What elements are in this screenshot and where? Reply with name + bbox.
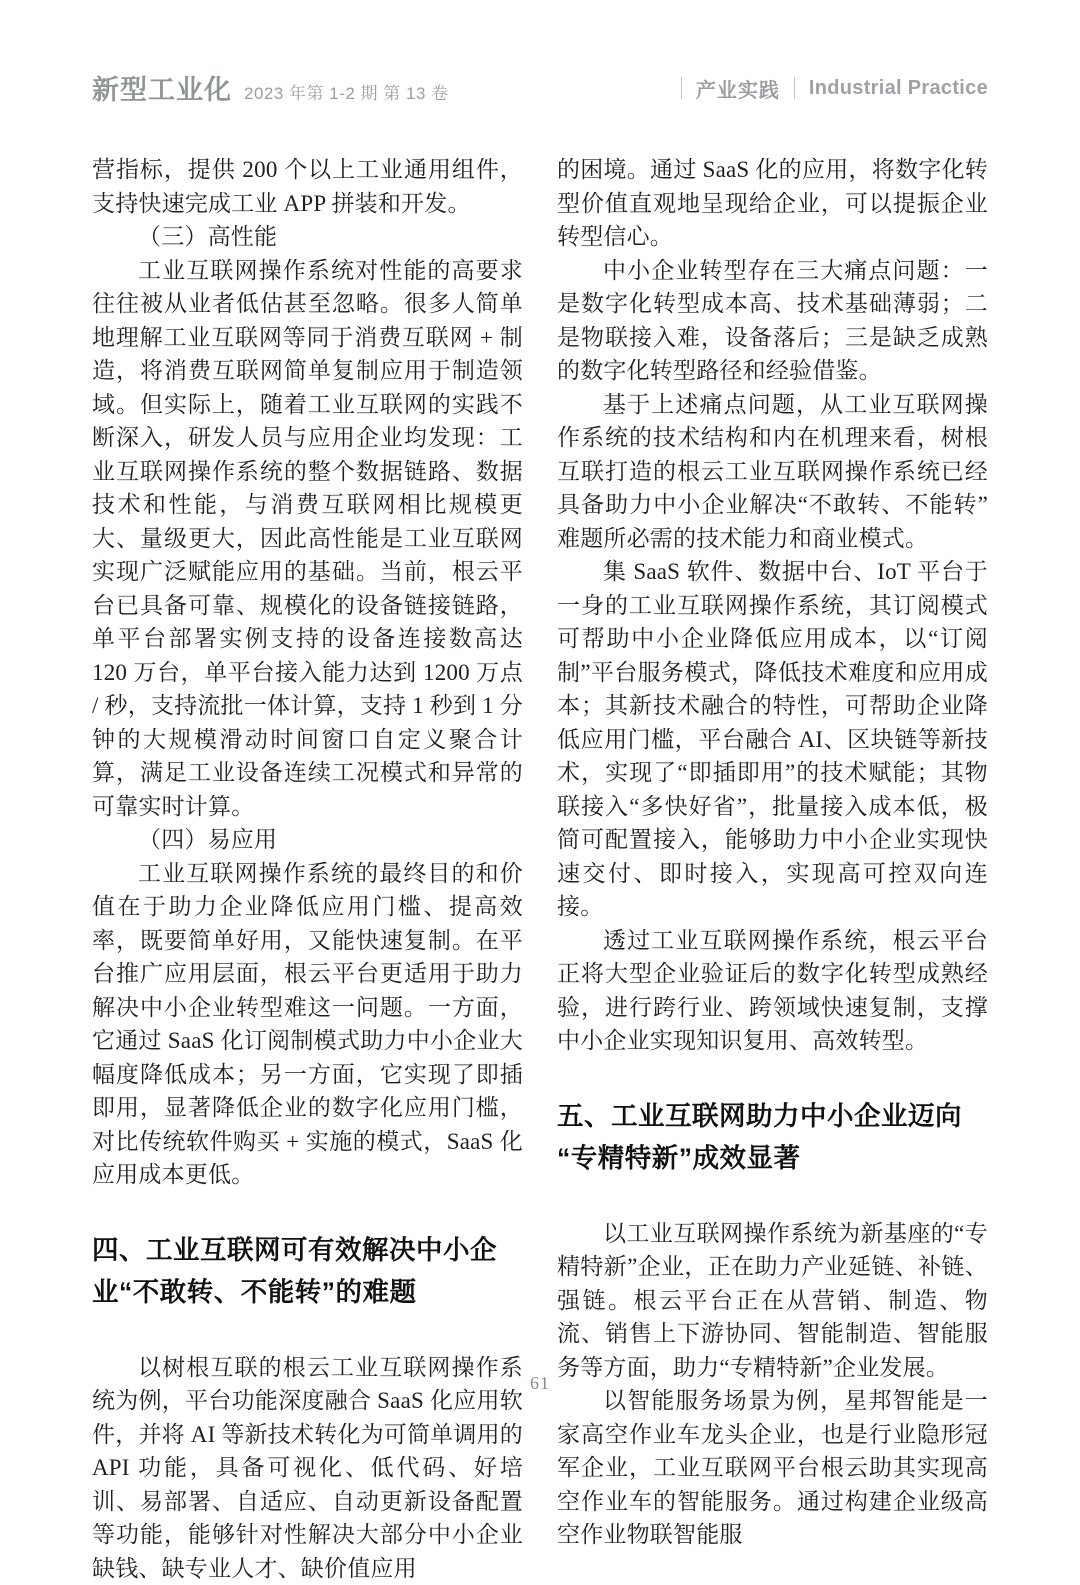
paragraph-easy-application: 工业互联网操作系统的最终目的和价值在于助力企业降低应用门槛、提高效率，既要简单好用，又能快速复制。在平台推广应用层面，根云平台更适用于助力解决中小企业转型难这一问题。一方面，它通过 SaaS 化订阅制模式助力中小企业大幅度降低成本；另一方面，它实现了即插即用，显著降低企业的数字化应用门槛，对比传统软件购买 + 实施的模式，SaaS 化应用成本更低。 (92, 857, 523, 1192)
section-heading-4: 四、工业互联网可有效解决中小企业“不敢转、不能转”的难题 (92, 1229, 523, 1313)
left-column (92, 153, 523, 1585)
header-right (681, 74, 988, 103)
paragraph-based-on-painpoints: 基于上述痛点问题，从工业互联网操作系统的技术结构和内在机理来看，树根互联打造的根云工业互联网操作系统已经具备助力中小企业解决“不敢转、不能转”难题所必需的技术能力和商业模式。 (557, 388, 988, 556)
article-body (92, 153, 988, 1585)
page-number: 61 (530, 1373, 550, 1393)
subheading-high-performance: （三）高性能 (92, 220, 523, 254)
section-heading-5: 五、工业互联网助力中小企业迈向“专精特新”成效显著 (557, 1095, 988, 1179)
paragraph-rootcloud-example: 以树根互联的根云工业互联网操作系统为例，平台功能深度融合 SaaS 化应用软件，并将 AI 等新技术转化为可简单调用的 API 功能，具备可视化、低代码、好培训、易部署、自适应、自动更新设备配置等功能，能够针对性解决大部分中小企业缺钱、缺专业人才、缺价值应用 (92, 1351, 523, 1585)
paragraph-performance: 工业互联网操作系统对性能的高要求往往被从业者低估甚至忽略。很多人简单地理解工业互联网等同于消费互联网 + 制造，将消费互联网简单复制应用于制造领域。但实际上，随着工业互联网的实践不断深入，研发人员与应用企业均发现：工业互联网操作系统的整个数据链路、数据技术和性能，与消费互联网相比规模更大、量级更大，因此高性能是工业互联网实现广泛赋能应用的基础。当前，根云平台已具备可靠、规模化的设备链接链路，单平台部署实例支持的设备连接数高达 120 万台，单平台接入能力达到 1200 万点 / 秒，支持流批一体计算，支持 1 秒到 1 分钟的大规模滑动时间窗口自定义聚合计算，满足工业设备连续工况模式和异常的可靠实时计算。 (92, 254, 523, 824)
running-header (92, 0, 988, 107)
page-footer (0, 1373, 1080, 1394)
paragraph-continuation: 的困境。通过 SaaS 化的应用，将数字化转型价值直观地呈现给企业，可以提振企业转型信心。 (557, 153, 988, 254)
paragraph-xingbang-case: 以智能服务场景为例，星邦智能是一家高空作业车龙头企业，也是行业隐形冠军企业，工业互联网平台根云助其实现高空作业车的智能服务。通过构建企业级高空作业物联智能服 (557, 1384, 988, 1552)
issue-info: 2023 年第 1-2 期 第 13 卷 (244, 79, 449, 104)
paragraph-zhuanjingtexin: 以工业互联网操作系统为新基座的“专精特新”企业，正在助力产业延链、补链、强链。根云平台正在从营销、制造、物流、销售上下游协同、智能制造、智能服务等方面，助力“专精特新”企业发展。 (557, 1217, 988, 1385)
section-label-en: Industrial Practice (809, 77, 988, 100)
section-label-cn: 产业实践 (696, 74, 780, 103)
paragraph-through-os: 透过工业互联网操作系统，根云平台正将大型企业验证后的数字化转型成熟经验，进行跨行业、跨领域快速复制，支撑中小企业实现知识复用、高效转型。 (557, 924, 988, 1058)
header-divider (794, 77, 795, 99)
subheading-easy-application: （四）易应用 (92, 823, 523, 857)
header-divider (681, 77, 682, 99)
paragraph-saas-platform: 集 SaaS 软件、数据中台、IoT 平台于一身的工业互联网操作系统，其订阅模式可帮助中小企业降低应用成本，以“订阅制”平台服务模式，降低技术难度和应用成本；其新技术融合的特性，可帮助企业降低应用门槛，平台融合 AI、区块链等新技术，实现了“即插即用”的技术赋能；其物联接入“多快好省”，批量接入成本低，极简可配置接入，能够助力中小企业实现快速交付、即时接入，实现高可控双向连接。 (557, 555, 988, 924)
paragraph-pain-points: 中小企业转型存在三大痛点问题：一是数字化转型成本高、技术基础薄弱；二是物联接入难，设备落后；三是缺乏成熟的数字化转型路径和经验借鉴。 (557, 254, 988, 388)
journal-brand: 新型工业化 (92, 68, 232, 107)
header-left (92, 68, 449, 107)
right-column (557, 153, 988, 1585)
paragraph-continuation: 营指标，提供 200 个以上工业通用组件，支持快速完成工业 APP 拼装和开发。 (92, 153, 523, 220)
